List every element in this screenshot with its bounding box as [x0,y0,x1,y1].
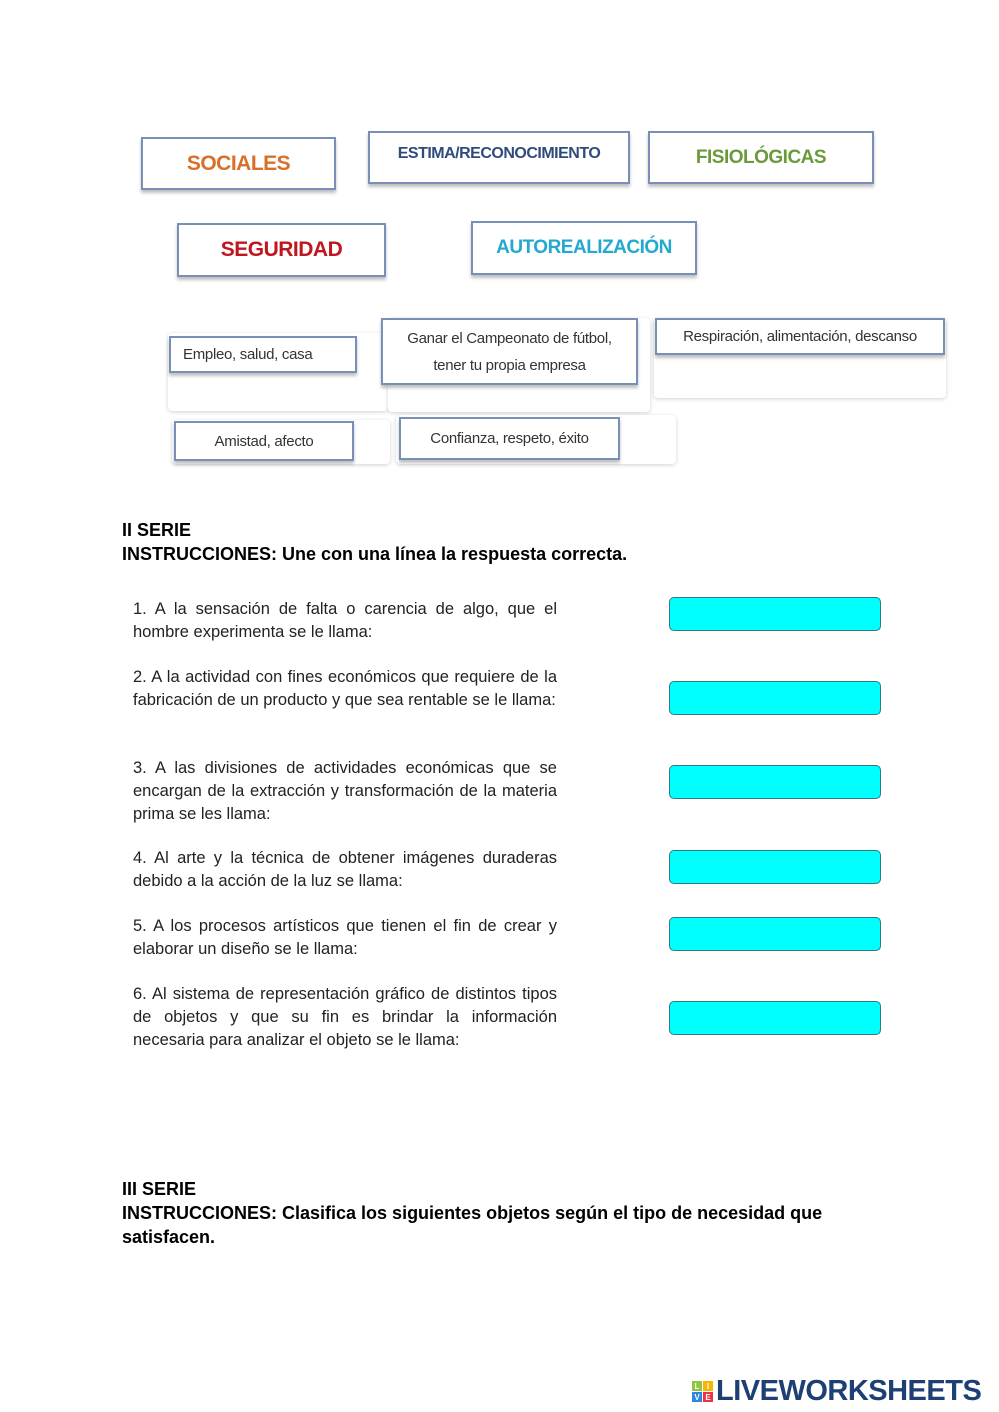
question-2: 2. A la actividad con fines económicos que requiere de la fabricación de un producto y que sea rentable se le llama: [133,668,557,709]
question-5: 5. A los procesos artísticos que tienen el fin de crear y elaborar un diseño se le llama: [133,917,557,958]
category-label: FISIOLÓGICAS [695,146,827,168]
example-card[interactable] [174,421,354,461]
example-text: Empleo, salud, casa [183,346,313,363]
answer-input-2[interactable] [669,681,881,715]
question-4: 4. Al arte y la técnica de obtener imágenes duraderas debido a la acción de la luz se llama: [133,849,557,890]
serie2-instructions: INSTRUCCIONES: Une con una línea la respuesta correcta. [122,544,628,564]
example-card[interactable] [655,318,945,355]
category-label: ESTIMA/RECONOCIMIENTO [397,145,601,162]
category-autorealizacion[interactable] [471,221,697,275]
serie3-title: III SERIE [122,1179,197,1199]
answer-input-3[interactable] [669,765,881,799]
logo-tile: E [703,1392,713,1402]
example-text: Respiración, alimentación, descanso [683,328,917,345]
answer-input-1[interactable] [669,597,881,631]
example-card[interactable] [169,336,357,373]
category-label: AUTOREALIZACIÓN [496,237,672,258]
logo-text: LIVEWORKSHEETS [716,1375,982,1407]
answer-input-4[interactable] [669,850,881,884]
example-text: Ganar el Campeonato de fútbol, tener tu propia empresa [407,329,612,374]
example-text: Confianza, respeto, éxito [430,430,589,447]
logo-tile: I [703,1381,713,1391]
logo-tile: L [692,1381,702,1391]
category-label: SEGURIDAD [220,238,343,261]
category-estima[interactable] [368,131,630,184]
liveworksheets-logo [692,1375,981,1408]
question-3: 3. A las divisiones de actividades económicas que se encargan de la extracción y transformación de la materia prima se les llama: [133,759,557,823]
example-card[interactable] [399,417,620,460]
category-seguridad[interactable] [177,223,386,277]
category-label: SOCIALES [186,151,291,175]
answer-input-5[interactable] [669,917,881,951]
serie3-instructions: INSTRUCCIONES: Clasifica los siguientes objetos según el tipo de necesidad que satisfacen. [122,1203,823,1247]
logo-tile: V [692,1392,702,1402]
logo-tiles-icon [692,1381,713,1402]
serie2-title: II SERIE [122,520,192,540]
question-1: 1. A la sensación de falta o carencia de algo, que el hombre experimenta se le llama: [133,600,557,641]
category-sociales[interactable] [141,137,336,190]
question-6: 6. Al sistema de representación gráfico de distintos tipos de objetos y que su fin es brindar la información necesaria para analizar el objeto se le llama: [133,985,557,1049]
example-card[interactable] [381,318,638,385]
answer-input-6[interactable] [669,1001,881,1035]
example-text: Amistad, afecto [214,432,314,450]
category-fisiologicas[interactable] [648,131,874,184]
